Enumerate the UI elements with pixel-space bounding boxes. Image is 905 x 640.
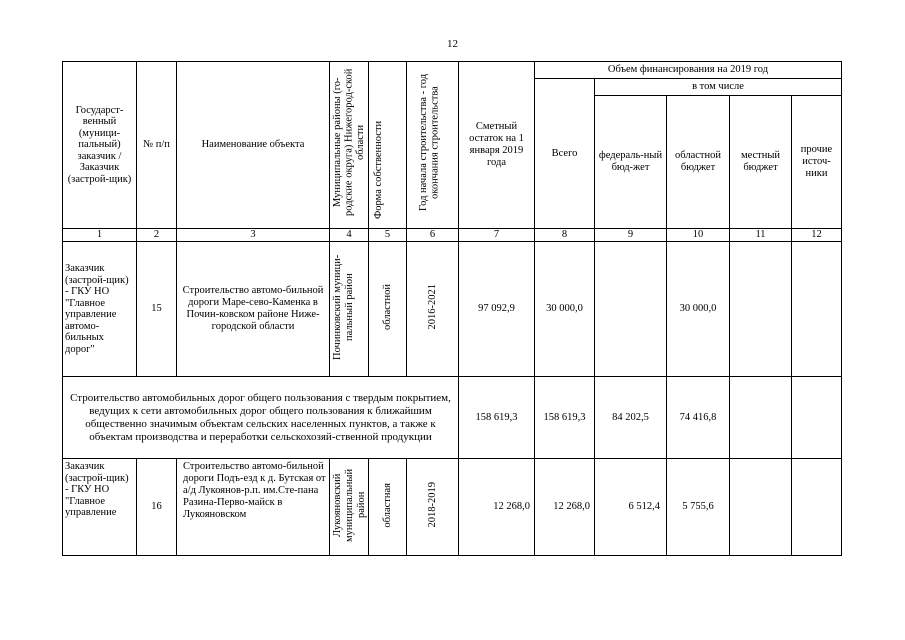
row-district <box>330 242 369 377</box>
col-number: 5 <box>369 229 407 242</box>
header-district <box>330 62 369 229</box>
row-ownership-text: областной <box>381 284 393 330</box>
table-row <box>63 459 842 556</box>
subtotal-balance: 158 619,3 <box>459 377 535 459</box>
row-regional: 5 755,6 <box>667 459 730 556</box>
row-regional: 30 000,0 <box>667 242 730 377</box>
row-federal <box>595 242 667 377</box>
header-row-1 <box>63 62 842 79</box>
row-customer: Заказчик (застрой-щик) - ГКУ НО "Главное управление <box>63 459 137 556</box>
col-number: 4 <box>330 229 369 242</box>
row-local <box>730 459 792 556</box>
row-object: Строительство автомо-бильной дороги Маре-сево-Каменка в Почин-ковском районе Ниже-городской области <box>177 242 330 377</box>
col-number: 7 <box>459 229 535 242</box>
column-numbers-row <box>63 229 842 242</box>
header-local: местный бюджет <box>730 96 792 229</box>
header-ownership-text: Форма собственности <box>372 120 384 220</box>
row-num: 15 <box>137 242 177 377</box>
header-years <box>407 62 459 229</box>
row-years <box>407 242 459 377</box>
header-including: в том числе <box>595 79 842 96</box>
subtotal-label: Строительство автомобильных дорог общего пользования с твердым покрытием, ведущих к сети автомобильных дорог общего пользования к ближайшим общественно значимым объектам сельских населенных пунктов, а также к объектам производства и переработки сельскохозяй-ственной продукции <box>63 377 459 459</box>
table-row <box>63 242 842 377</box>
row-federal: 6 512,4 <box>595 459 667 556</box>
row-other <box>792 242 842 377</box>
subtotal-federal: 84 202,5 <box>595 377 667 459</box>
row-ownership <box>369 459 407 556</box>
row-num: 16 <box>137 459 177 556</box>
row-local <box>730 242 792 377</box>
col-number: 1 <box>63 229 137 242</box>
header-financing: Объем финансирования на 2019 год <box>535 62 842 79</box>
row-customer: Заказчик (застрой-щик) - ГКУ НО "Главное управление автомо-бильных дорог" <box>63 242 137 377</box>
row-balance: 12 268,0 <box>459 459 535 556</box>
col-number: 8 <box>535 229 595 242</box>
header-customer: Государст-венный (муници-пальный) заказчик / Заказчик (застрой-щик) <box>63 62 137 229</box>
col-number: 12 <box>792 229 842 242</box>
row-years-text: 2018-2019 <box>426 482 438 528</box>
col-number: 3 <box>177 229 330 242</box>
col-number: 11 <box>730 229 792 242</box>
subtotal-local <box>730 377 792 459</box>
subtotal-row <box>63 377 842 459</box>
page-number: 12 <box>447 38 458 50</box>
row-years <box>407 459 459 556</box>
header-total: Всего <box>535 79 595 229</box>
header-balance: Сметный остаток на 1 января 2019 года <box>459 62 535 229</box>
header-ownership <box>369 62 407 229</box>
row-district-text: Починковский муници-пальный район <box>332 254 355 360</box>
header-other: прочие источ-ники <box>792 96 842 229</box>
col-number: 2 <box>137 229 177 242</box>
col-number: 9 <box>595 229 667 242</box>
header-federal: федераль-ный бюд-жет <box>595 96 667 229</box>
col-number: 6 <box>407 229 459 242</box>
subtotal-other <box>792 377 842 459</box>
row-total: 30 000,0 <box>535 242 595 377</box>
row-total: 12 268,0 <box>535 459 595 556</box>
row-balance: 97 092,9 <box>459 242 535 377</box>
row-object: Строительство автомо-бильной дороги Подъ-езд к д. Бутская от а/д Лукоянов-р.п. им.Сте-пана Разина-Перво-майск в Лукояновском <box>177 459 330 556</box>
header-district-text: Муниципальные районы (го-родские округа) Нижегород-ской области <box>332 68 366 217</box>
financing-table <box>62 61 842 556</box>
row-ownership <box>369 242 407 377</box>
col-number: 10 <box>667 229 730 242</box>
header-object: Наименование объекта <box>177 62 330 229</box>
row-district-text: Лукояновский муниципальный район <box>332 468 367 542</box>
header-regional: областной бюджет <box>667 96 730 229</box>
row-ownership-text: областная <box>381 482 393 528</box>
row-years-text: 2016-2021 <box>426 284 438 330</box>
subtotal-total: 158 619,3 <box>535 377 595 459</box>
row-other <box>792 459 842 556</box>
row-district <box>330 459 369 556</box>
header-years-text: Год начала строительства - год окончания строительства <box>417 73 440 212</box>
header-num: № п/п <box>137 62 177 229</box>
subtotal-regional: 74 416,8 <box>667 377 730 459</box>
